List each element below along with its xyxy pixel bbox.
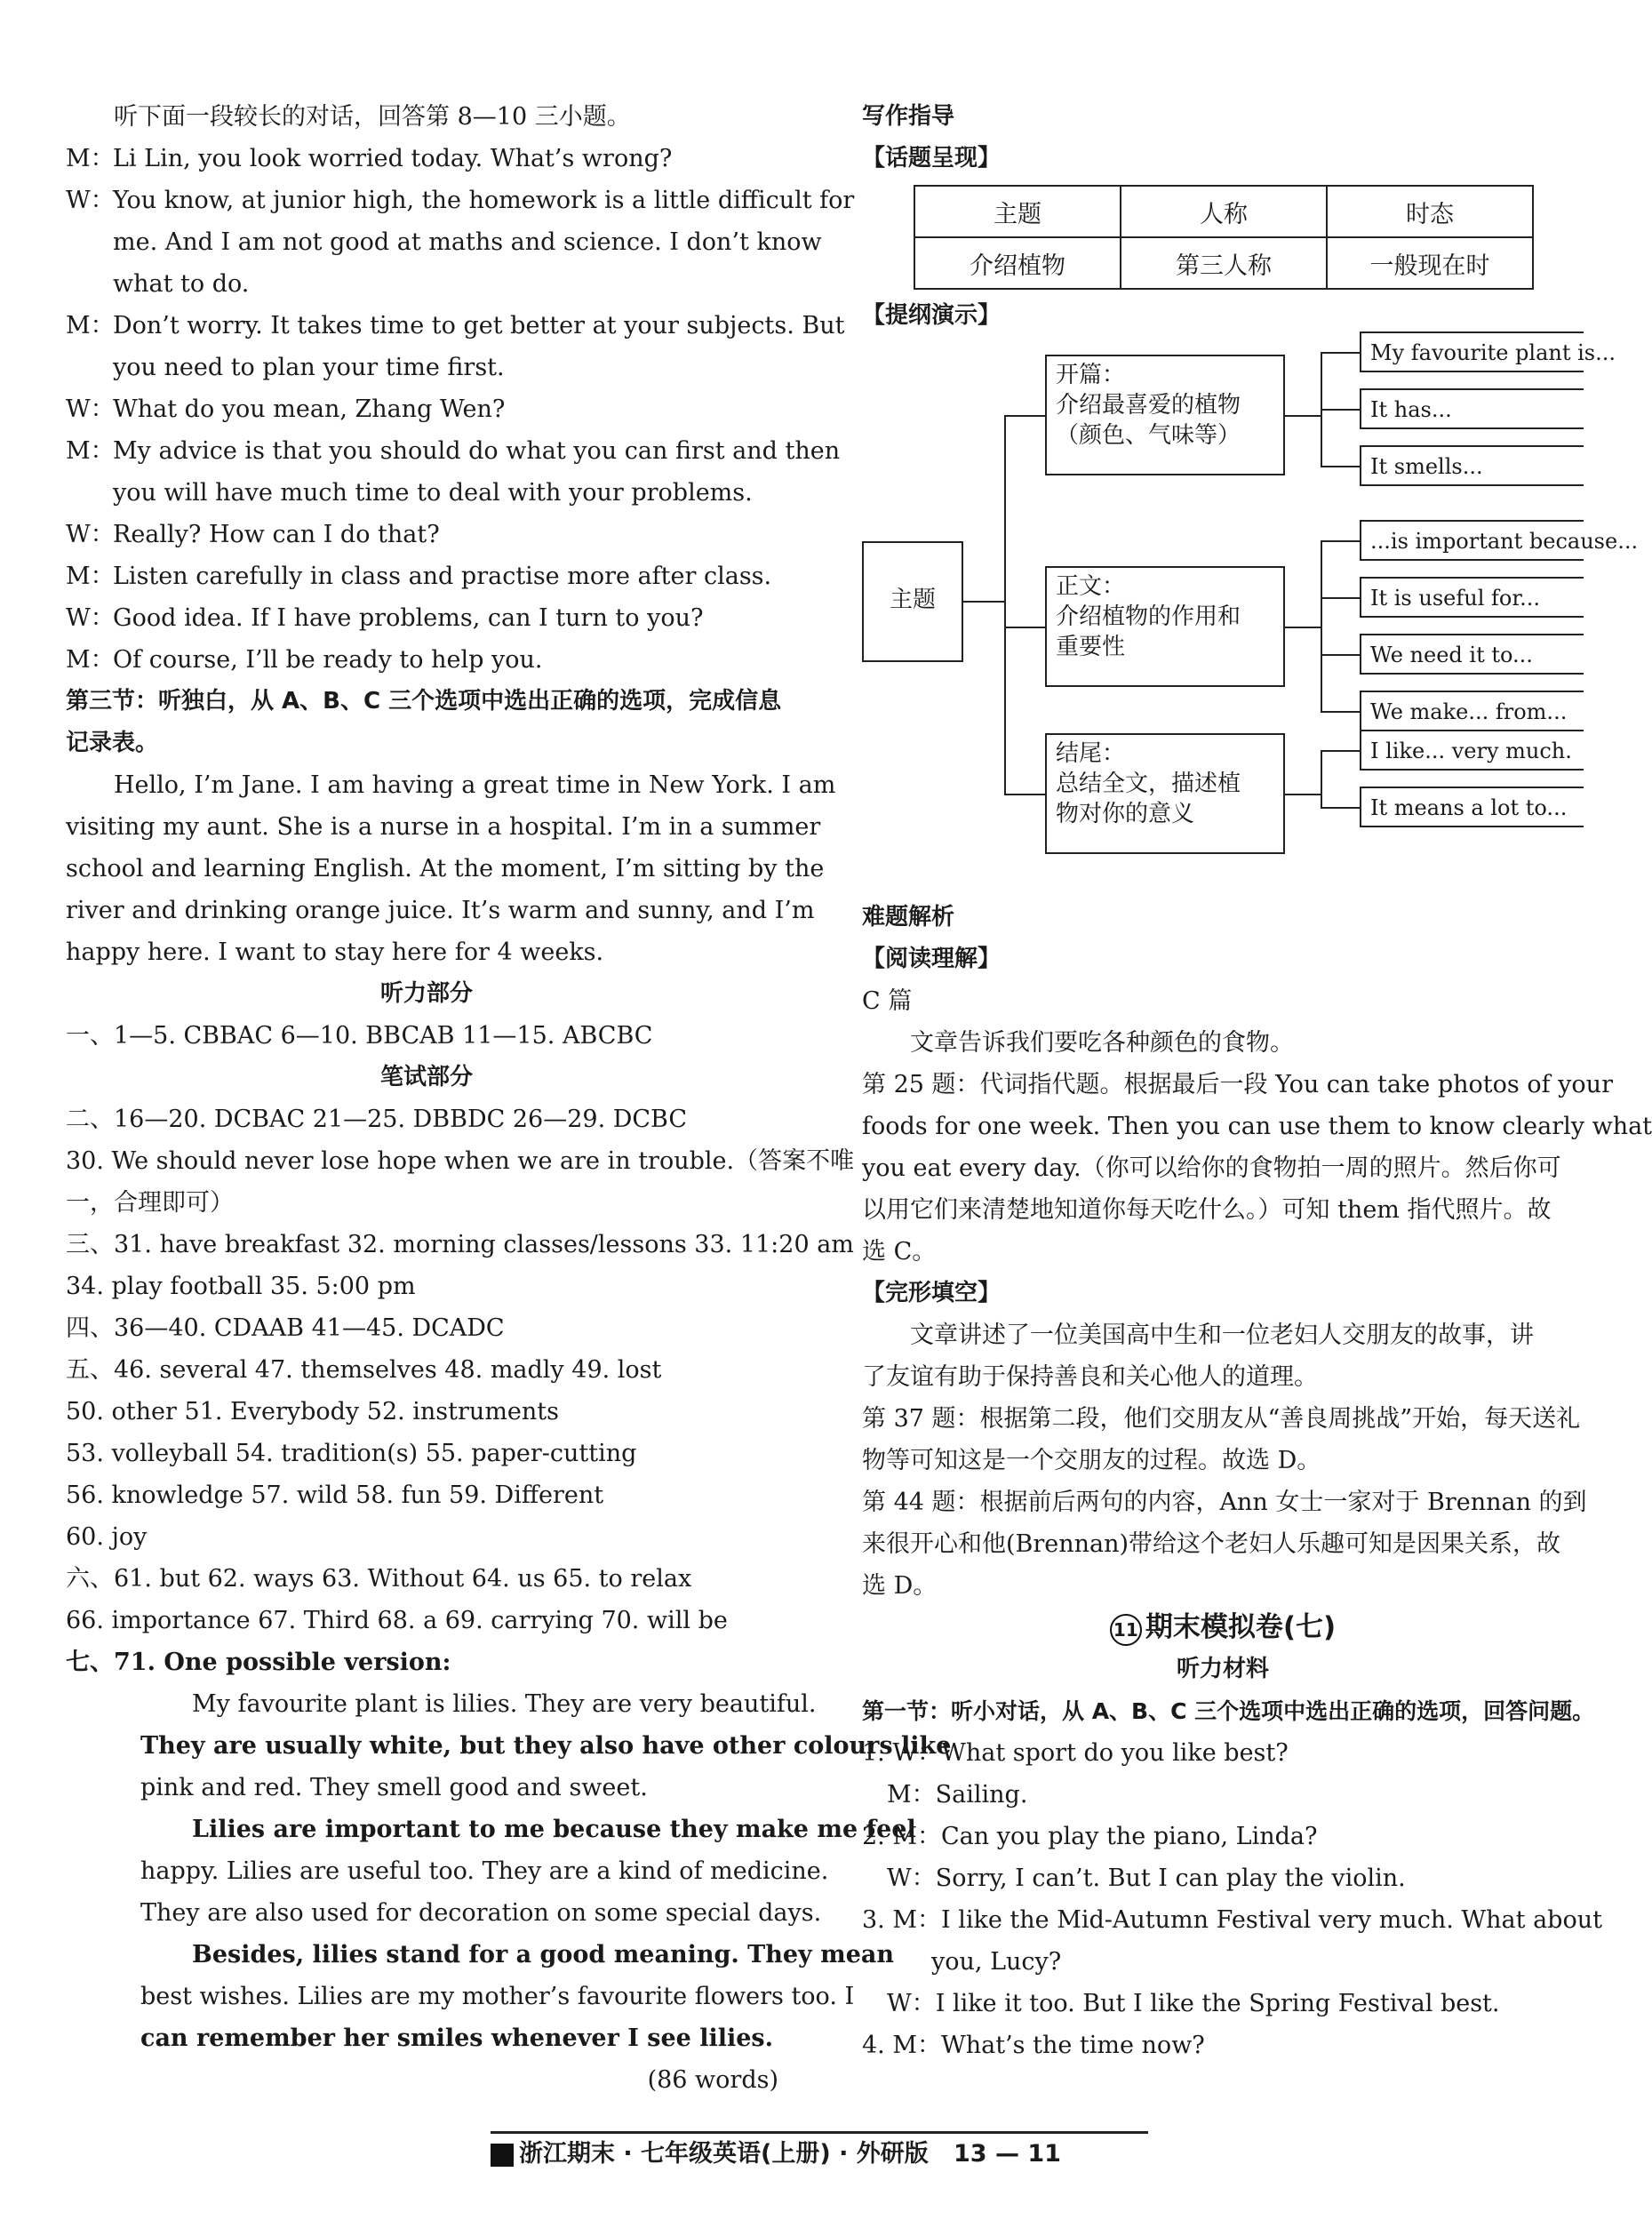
monologue-line: Hello, I’m Jane. I am having a great time in New York. I am <box>114 771 836 799</box>
cloze-line: 第 37 题：根据第二段，他们交朋友从“善良周挑战”开始，每天送礼 <box>862 1405 1581 1433</box>
dialogue-text: me. And I am not good at maths and science. I don’t know <box>113 228 822 256</box>
outline-item-box: My favourite plant is... <box>1360 331 1584 372</box>
table-row <box>914 237 1533 289</box>
dialogue-text: Really? How can I do that? <box>113 521 440 548</box>
speaker-label: M： <box>66 312 115 339</box>
outline-section-label: 物对你的意义 <box>1056 801 1195 827</box>
speaker-label: M： <box>66 437 115 465</box>
essay-line: They are also used for decoration on some special days. <box>140 1899 822 1927</box>
cloze-heading: 【完形填空】 <box>862 1280 1002 1306</box>
section1-heading: 第一节：听小对话，从 A、B、C 三个选项中选出正确的选项，回答问题。 <box>862 1698 1595 1724</box>
dialogue-line <box>66 639 787 681</box>
outline-section-box <box>1045 566 1285 687</box>
monologue <box>66 764 836 973</box>
dialogue-text: Don’t worry. It takes time to get better at your subjects. But <box>113 312 845 339</box>
answer-line: 四、36—40. CDAAB 41—45. DCADC <box>66 1314 505 1342</box>
outline-diagram <box>862 337 1639 897</box>
reading-analysis <box>862 1022 1652 1273</box>
dialogue-text: Of course, I’ll be ready to help you. <box>113 646 543 674</box>
essay-line: They are usually white, but they also have other colours like <box>140 1732 952 1760</box>
dialogue-line <box>66 430 841 472</box>
answer-line: 五、46. several 47. themselves 48. madly 49. lost <box>66 1356 662 1384</box>
analysis-line: 文章告诉我们要吃各种颜色的食物。 <box>910 1029 1294 1057</box>
table-cell: 第三人称 <box>1121 237 1327 289</box>
essay-line: happy. Lilies are useful too. They are a kind of medicine. <box>140 1857 829 1885</box>
answer-line: 二、16—20. DCBAC 21—25. DBBDC 26—29. DCBC <box>66 1106 688 1133</box>
listening-title: 听力部分 <box>379 980 473 1007</box>
dialogue-line <box>66 388 787 430</box>
connector-line <box>1321 711 1360 713</box>
listening-item: W：Sorry, I can’t. But I can play the violin. <box>887 1865 1406 1892</box>
connector-line <box>1285 415 1321 417</box>
speaker-label: W： <box>66 604 115 632</box>
connector-line <box>1321 540 1360 542</box>
table-cell: 介绍植物 <box>914 237 1121 289</box>
dialogue-line <box>66 472 787 514</box>
outline-item-box: It has... <box>1360 388 1584 429</box>
speaker-label: W： <box>66 187 115 214</box>
answer-line: 56. knowledge 57. wild 58. fun 59. Different <box>66 1481 604 1509</box>
analysis-line: you eat every day.（你可以给你的食物拍一周的照片。然后你可 <box>862 1154 1561 1182</box>
dialogue-text: What do you mean, Zhang Wen? <box>113 395 506 423</box>
table-cell: 人称 <box>1121 186 1327 237</box>
listening-item: 3. M：I like the Mid-Autumn Festival very much. What about <box>862 1906 1602 1934</box>
cloze-line: 物等可知这是一个交朋友的过程。故选 D。 <box>862 1447 1321 1474</box>
cloze-line: 文章讲述了一位美国高中生和一位老妇人交朋友的故事，讲 <box>910 1322 1534 1349</box>
essay-line: best wishes. Lilies are my mother’s favourite flowers too. I <box>140 1983 855 2010</box>
listening-items <box>862 1732 1602 2066</box>
outline-section-label: （颜色、气味等） <box>1056 422 1241 449</box>
outline-item-box: It means a lot to... <box>1360 787 1584 827</box>
dialogue-text: Li Lin, you look worried today. What’s wrong? <box>113 145 673 172</box>
outline-item-box: We make... from... <box>1360 691 1584 731</box>
listening-item: M：Sailing. <box>887 1781 1028 1809</box>
section-intro: 听下面一段较长的对话，回答第 8—10 三小题。 <box>114 103 631 131</box>
dialogue-line <box>66 555 787 597</box>
connector-line <box>963 601 1004 603</box>
outline-section-label: 正文： <box>1056 573 1126 600</box>
dialogue <box>66 138 855 681</box>
monologue-line: happy here. I want to stay here for 4 weeks. <box>66 938 604 966</box>
essay-line: can remember her smiles whenever I see lilies. <box>140 2024 774 2052</box>
table-cell: 时态 <box>1327 186 1533 237</box>
dialogue-line <box>66 347 787 388</box>
essay-line: pink and red. They smell good and sweet. <box>140 1774 648 1801</box>
dialogue-line <box>66 263 787 305</box>
topic-table <box>914 185 1534 290</box>
footer-text: 浙江期末 · 七年级英语(上册) · 外研版 <box>519 2140 929 2168</box>
answer-line: 53. volleyball 54. tradition(s) 55. paper-cutting <box>66 1440 637 1467</box>
dialogue-line <box>66 221 822 263</box>
connector-line <box>1321 409 1360 411</box>
analysis-line: 第 25 题：代词指代题。根据最后一段 You can take photos of your <box>862 1071 1613 1098</box>
connector-line <box>1321 750 1322 809</box>
listening-material-title: 听力材料 <box>1176 1656 1269 1682</box>
right-column <box>862 96 1652 2066</box>
cloze-line: 第 44 题：根据前后两句的内容，Ann 女士一家对于 Brennan 的到 <box>862 1489 1587 1516</box>
essay-line: My favourite plant is lilies. They are very beautiful. <box>192 1690 817 1718</box>
reading-heading: 【阅读理解】 <box>862 946 1002 972</box>
connector-line <box>1004 794 1045 795</box>
connector-line <box>1321 654 1360 656</box>
cloze-analysis <box>862 1314 1587 1607</box>
monologue-line: school and learning English. At the moment, I’m sitting by the <box>66 855 825 882</box>
dialogue-line <box>66 514 787 555</box>
connector-line <box>1321 540 1322 713</box>
connector-line <box>1285 794 1321 795</box>
outline-section-box <box>1045 355 1285 475</box>
exam-title-text: 期末模拟卷(七) <box>1145 1611 1337 1643</box>
section3-heading-cont: 记录表。 <box>66 730 159 756</box>
monologue-line: river and drinking orange juice. It’s warm and sunny, and I’m <box>66 897 815 924</box>
outline-item-box: ...is important because... <box>1360 520 1584 561</box>
writing-guide-heading: 写作指导 <box>862 103 955 130</box>
exam-number-badge: 11 <box>1110 1614 1142 1646</box>
dialogue-line <box>66 305 845 347</box>
connector-line <box>1321 466 1360 467</box>
dialogue-text: You know, at junior high, the homework is a little difficult for <box>113 187 855 214</box>
outline-item-box: We need it to... <box>1360 634 1584 675</box>
analysis-heading: 难题解析 <box>862 904 955 930</box>
listening-item: W：I like it too. But I like the Spring Festival best. <box>887 1990 1500 2017</box>
connector-line <box>1285 627 1321 628</box>
dialogue-line <box>66 138 787 180</box>
exam-title <box>862 1607 1584 1649</box>
analysis-line: 以用它们来清楚地知道你每天吃什么。）可知 them 指代照片。故 <box>862 1196 1552 1224</box>
page-footer <box>491 2131 1148 2175</box>
dialogue-text: you will have much time to deal with your problems. <box>113 479 753 507</box>
cloze-line: 了友谊有助于保持善良和关心他人的道理。 <box>862 1363 1318 1391</box>
connector-line <box>1321 597 1360 599</box>
monologue-line: visiting my aunt. She is a nurse in a hospital. I’m in a summer <box>66 813 821 841</box>
speaker-label: M： <box>66 563 115 590</box>
answer-line: 一、1—5. CBBAC 6—10. BBCAB 11—15. ABCBC <box>66 1022 653 1050</box>
answer-line: 一，合理即可） <box>66 1189 234 1217</box>
analysis-line: 选 C。 <box>862 1238 937 1266</box>
dialogue-line <box>66 180 855 221</box>
outline-section-label: 结尾： <box>1056 740 1126 767</box>
connector-line <box>1321 750 1360 752</box>
outline-item-box: It is useful for... <box>1360 577 1584 618</box>
dialogue-text: My advice is that you should do what you can first and then <box>113 437 841 465</box>
connector-line <box>1321 352 1360 354</box>
speaker-label: M： <box>66 646 115 674</box>
outline-heading: 【提纲演示】 <box>862 302 1002 329</box>
footer-square-icon <box>491 2144 514 2167</box>
outline-section-label: 介绍最喜爱的植物 <box>1056 392 1241 419</box>
listening-item: 1. W：What sport do you like best? <box>862 1739 1289 1767</box>
outline-section-box <box>1045 733 1285 854</box>
answers <box>66 1098 855 1641</box>
outline-root: 主题 <box>862 541 963 662</box>
answer-line: 三、31. have breakfast 32. morning classes/lessons 33. 11:20 am <box>66 1231 854 1258</box>
outline-section-label: 总结全文，描述植 <box>1056 771 1241 797</box>
answer-line: 34. play football 35. 5:00 pm <box>66 1273 416 1300</box>
table-header-row <box>914 186 1533 237</box>
essay-line: Lilies are important to me because they make me feel <box>192 1816 916 1843</box>
outline-item-box: I like... very much. <box>1360 730 1584 771</box>
dialogue-text: what to do. <box>113 270 250 298</box>
speaker-label: M： <box>66 145 115 172</box>
topic-heading: 【话题呈现】 <box>862 145 1002 172</box>
analysis-line: foods for one week. Then you can use them to know clearly what <box>862 1113 1652 1140</box>
outline-section-label: 开篇： <box>1056 362 1126 388</box>
cloze-line: 来很开心和他(Brennan)带给这个老妇人乐趣可知是因果关系，故 <box>862 1530 1561 1558</box>
section3-heading: 第三节：听独白，从 A、B、C 三个选项中选出正确的选项，完成信息 <box>66 688 782 715</box>
outline-item-box: It smells... <box>1360 445 1584 486</box>
connector-line <box>1321 807 1360 809</box>
table-cell: 一般现在时 <box>1327 237 1533 289</box>
dialogue-text: Listen carefully in class and practise more after class. <box>113 563 772 590</box>
passage-label: C 篇 <box>862 987 913 1015</box>
essay-line: Besides, lilies stand for a good meaning. They mean <box>192 1941 895 1968</box>
speaker-label: W： <box>66 395 115 423</box>
speaker-label: W： <box>66 521 115 548</box>
dialogue-line <box>66 597 787 639</box>
dialogue-text: you need to plan your time first. <box>113 354 505 381</box>
connector-line <box>1004 627 1045 628</box>
answer-line: 50. other 51. Everybody 52. instruments <box>66 1398 559 1425</box>
listening-item: 4. M：What’s the time now? <box>862 2032 1205 2059</box>
outline-section-label: 介绍植物的作用和 <box>1056 603 1241 630</box>
connector-line <box>1004 415 1045 417</box>
outline-section-label: 重要性 <box>1056 634 1126 660</box>
listening-item: you, Lucy? <box>931 1948 1062 1976</box>
connector-line <box>1004 415 1006 795</box>
listening-item: 2. M：Can you play the piano, Linda? <box>862 1823 1318 1850</box>
sample-essay <box>66 1683 952 2059</box>
cloze-line: 选 D。 <box>862 1572 938 1600</box>
word-count: (86 words) <box>647 2066 778 2094</box>
table-cell: 主题 <box>914 186 1121 237</box>
answer-line: 66. importance 67. Third 68. a 69. carrying 70. will be <box>66 1607 728 1634</box>
answer-line: 30. We should never lose hope when we are in trouble.（答案不唯 <box>66 1147 855 1175</box>
dialogue-text: Good idea. If I have problems, can I turn to you? <box>113 604 704 632</box>
answer-line: 60. joy <box>66 1523 148 1551</box>
answer-line: 六、61. but 62. ways 63. Without 64. us 65. to relax <box>66 1565 692 1593</box>
written-title: 笔试部分 <box>379 1064 473 1090</box>
essay-heading: 七、71. One possible version: <box>66 1649 451 1676</box>
page-number: 13 — 11 <box>954 2140 1061 2168</box>
